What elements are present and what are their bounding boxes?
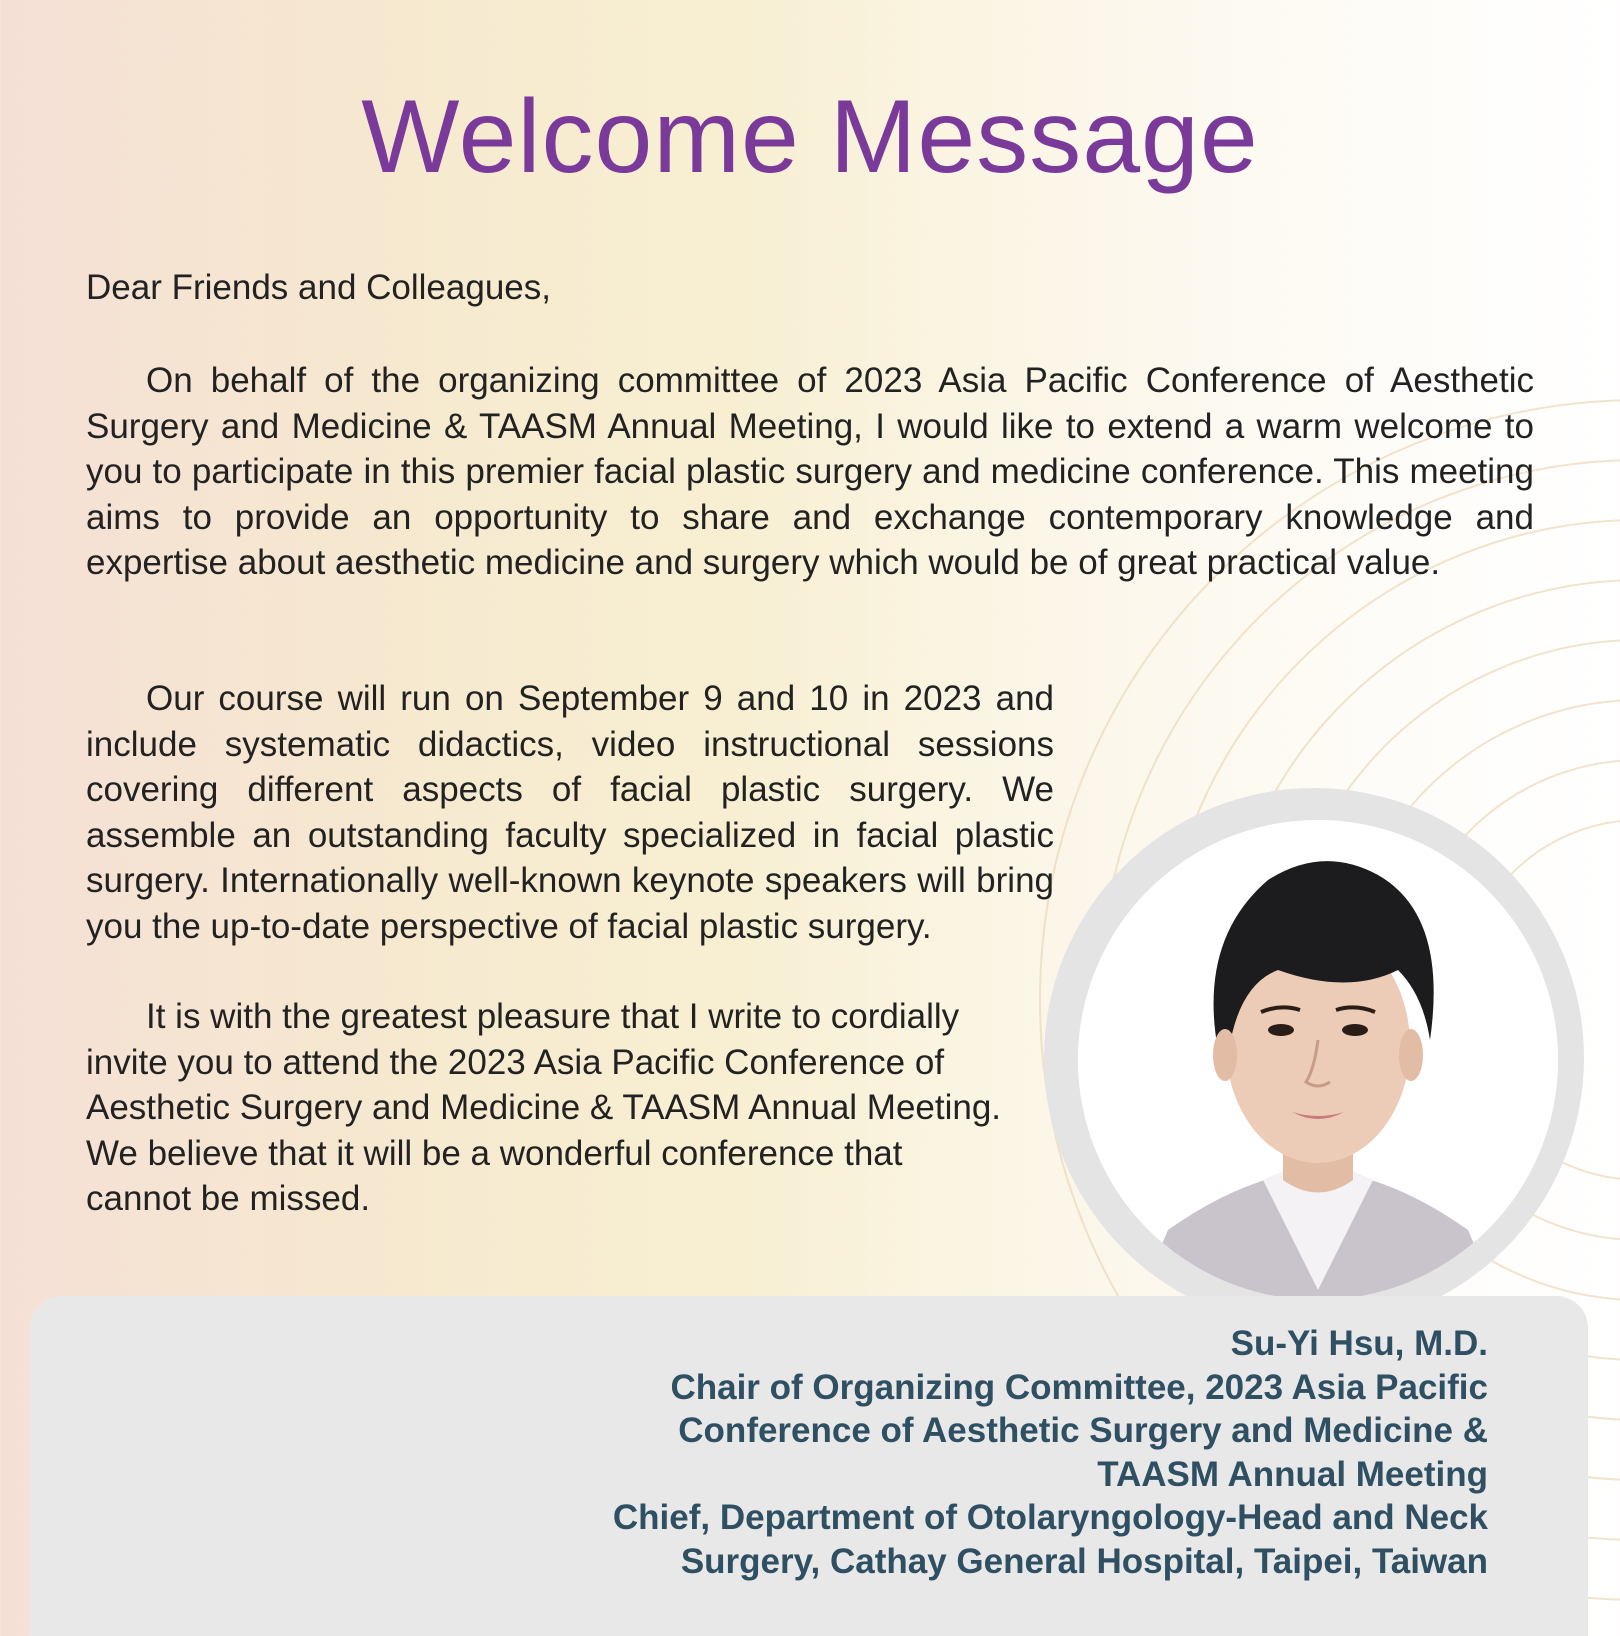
signature-name: Su-Yi Hsu, M.D. xyxy=(1230,1324,1488,1363)
signature-role-line: Conference of Aesthetic Surgery and Medicine & xyxy=(678,1411,1488,1450)
signature-role-line: TAASM Annual Meeting xyxy=(1097,1454,1488,1494)
paragraph-2-text: Our course will run on September 9 and 10 in 2023 and include systematic didactics, video instructional sessions covering different aspects of facial plastic surgery. We assemble an outstanding faculty specialized in facial plastic surgery. Internationally well-known keynote speakers will bring you the up-to-date perspective of facial plastic surgery. xyxy=(86,679,1054,946)
paragraph-3 xyxy=(86,994,1006,1222)
greeting: Dear Friends and Colleagues, xyxy=(86,268,551,307)
portrait-photo xyxy=(1078,820,1558,1300)
signature-block xyxy=(388,1322,1488,1583)
signature-role-line: Chief, Department of Otolaryngology-Head and Neck xyxy=(612,1498,1488,1537)
page-title: Welcome Message xyxy=(361,79,1259,195)
paragraph-1-text: On behalf of the organizing committee of 2023 Asia Pacific Conference of Aesthetic Surgery and Medicine & TAASM Annual Meeting, I would like to extend a warm welcome to you to participate in this premier facial plastic surgery and medicine conference. This meeting aims to provide an opportunity to share and exchange contemporary knowledge and expertise about aesthetic medicine and surgery which would be of great practical value. xyxy=(86,361,1534,582)
paragraph-1 xyxy=(86,358,1534,586)
signature-role-line: Chair of Organizing Committee, 2023 Asia Pacific xyxy=(670,1367,1488,1407)
signature-role-line: Surgery, Cathay General Hospital, Taipei, Taiwan xyxy=(680,1541,1488,1581)
portrait-illustration xyxy=(1078,820,1558,1300)
paragraph-3-text: It is with the greatest pleasure that I write to cordially invite you to attend the 2023 Asia Pacific Conference of Aesthetic Surgery and Medicine & TAASM Annual Meeting. We believe that it will be a wonderful conference that cannot be missed. xyxy=(86,997,1002,1218)
